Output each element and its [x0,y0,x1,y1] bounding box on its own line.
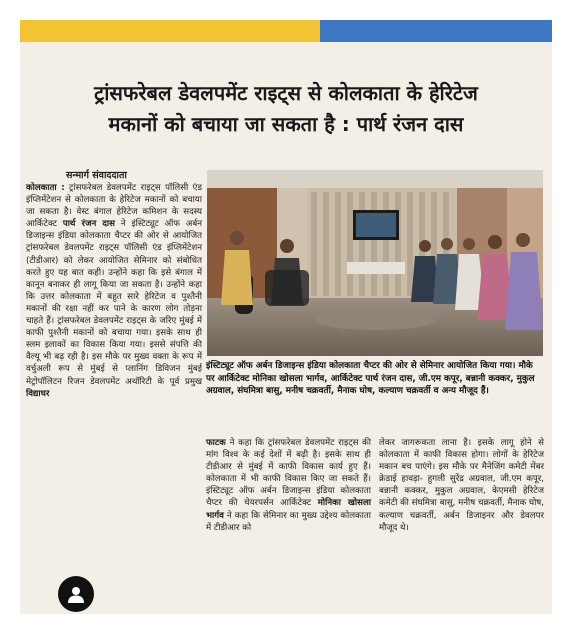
left-text-part-1: ट्रांसफरेबल डेवलपमेंट राइट्स पॉलिसी एंड इंप्लिमेंटेशन से कोलकाता के हेरिटेज मकानों को बचाया जा सकता है। वेस्ट बंगाल हेरिटेज कमिशन के सदस्य आर्किटेक्ट [26,183,203,230]
photo-caption: इंस्टिट्यूट ऑफ अर्बन डिजाइन्स इंडिया कोलकाता चैप्टर की ओर से सेमिनार आयोजित किया गया। मौके पर आर्किटेक्ट मोनिका खोसला भार्गव, आर्किटेक्ट पार्थ रंजन दास, जी.एम कपूर, बन्नानी कक्कर, मुकुल अग्रवाल, संघमित्रा बासु, मनीष चक्रवर्ती, मैनाक घोष, कल्याण चक्रवर्ती व अन्य मौजूद हैं। [206,361,535,397]
chairperson-name: मोनिका खोसला भार्गव [206,498,371,521]
article-column-middle [206,437,371,534]
speaker-name: पार्थ रंजन दास [62,219,115,230]
seminar-photo-illustration [207,170,543,356]
byline: सन्मार्ग संवाददाता [66,170,127,181]
profile-avatar-button[interactable] [58,576,94,612]
mid-lead-word: फाटक [206,438,226,448]
headline-line-1: ट्रांसफरेबल डेवलपमेंट राइट्स से कोलकाता के हेरिटेज [94,81,478,105]
mid-text-part-1: ने कहा कि ट्रांसफरेबल डेवलपमेंट राइट्स की मांग विश्व के कई देशों में बढ़ी है। इसके साथ ही टीडीआर से मुंबई में काफी विकास कार्य हुए हैं। कोलकाता में भी काफी विकास किए जा सकते हैं। इंस्टिट्यूट ऑफ अर्बन डिजाइन्स इंडिया कोलकाता चैप्टर की चेयरपर्सन आर्किटेक्ट [206,438,371,509]
article-column-right: लेकर जागरूकता लाना है। इसके लागू होने से कोलकाता में काफी विकास होगा। लोगों के हेरिटेज मकान बच पाएंगे। इस मौके पर मैनेजिंग कमेटी मेंबर क्रेडाई हावड़ा- हुगली सुरेंद्र अग्रवाल, जी.एम कपूर, बन्नानी कक्कर, मुकुल अग्रवाल, केएमसी हेरिटेज कमेटी की संघमित्रा बासु, मनीष चक्रवर्ती, मैनाक घोष, कल्याण चक्रवर्ती, अर्बन डिजाइनर और डेवलपर मौजूद थे। [379,438,544,533]
person-icon [66,584,86,604]
blue-band [320,20,552,42]
masthead-color-band [20,20,552,42]
dateline: कोलकाता : [26,183,65,193]
left-trailing-name: विद्याधर [26,388,50,399]
mid-text-part-2: ने कहा कि सेमिनार का मुख्य उद्देश्य कोलकाता में टीडीआर को [206,510,371,533]
article-column-left [26,182,202,400]
article-headline [28,78,544,140]
left-text-part-2: ने इंस्टिट्यूट ऑफ अर्बन डिजाइन्स इंडिया कोलकाता चैप्टर की ओर से आयोजित ट्रांसफरेबल डेवलपमेंट राइट्स पॉलिसी एंड इंप्लिमेंटेशन (टीडीआर) को लेकर आयोजित सेमिनार को संबोधित करते हुए यह बात कही। उन्होंने कहा कि इसे बंगाल में कानून बनाकर ही लागू किया जा सकता है। उन्होंने कहा कि उत्तर कोलकाता में बहुत सारे हेरिटेज व पुश्तैनी मकानों की रक्षा नहीं कर पाने के कारण लोग तोड़ना चाहते हैं। ट्रांसफरेबल डेवलपमेंट राइट्स के जरिए मुंबई में काफी पुश्तैनी मकानों को बचाया गया। इसके साथ ही स्लम इलाकों का विकास किया गया। इससे संपत्ति की वैल्यू भी बढ़ रही है। इस मौके पर मुख्य वक्ता के रूप में वर्चुअली रूप से मुंबई से प्लानिंग डिविजन मुंबई मेट्रोपॉलिटन रिजन डेवलपमेंट अथॉरिटी के पूर्व प्रमुख [26,219,203,387]
headline-line-2: मकानों को बचाया जा सकता है : पार्थ रंजन दास [108,112,464,136]
seminar-photo [207,170,543,356]
newspaper-clipping [20,20,552,614]
yellow-band [20,20,320,42]
